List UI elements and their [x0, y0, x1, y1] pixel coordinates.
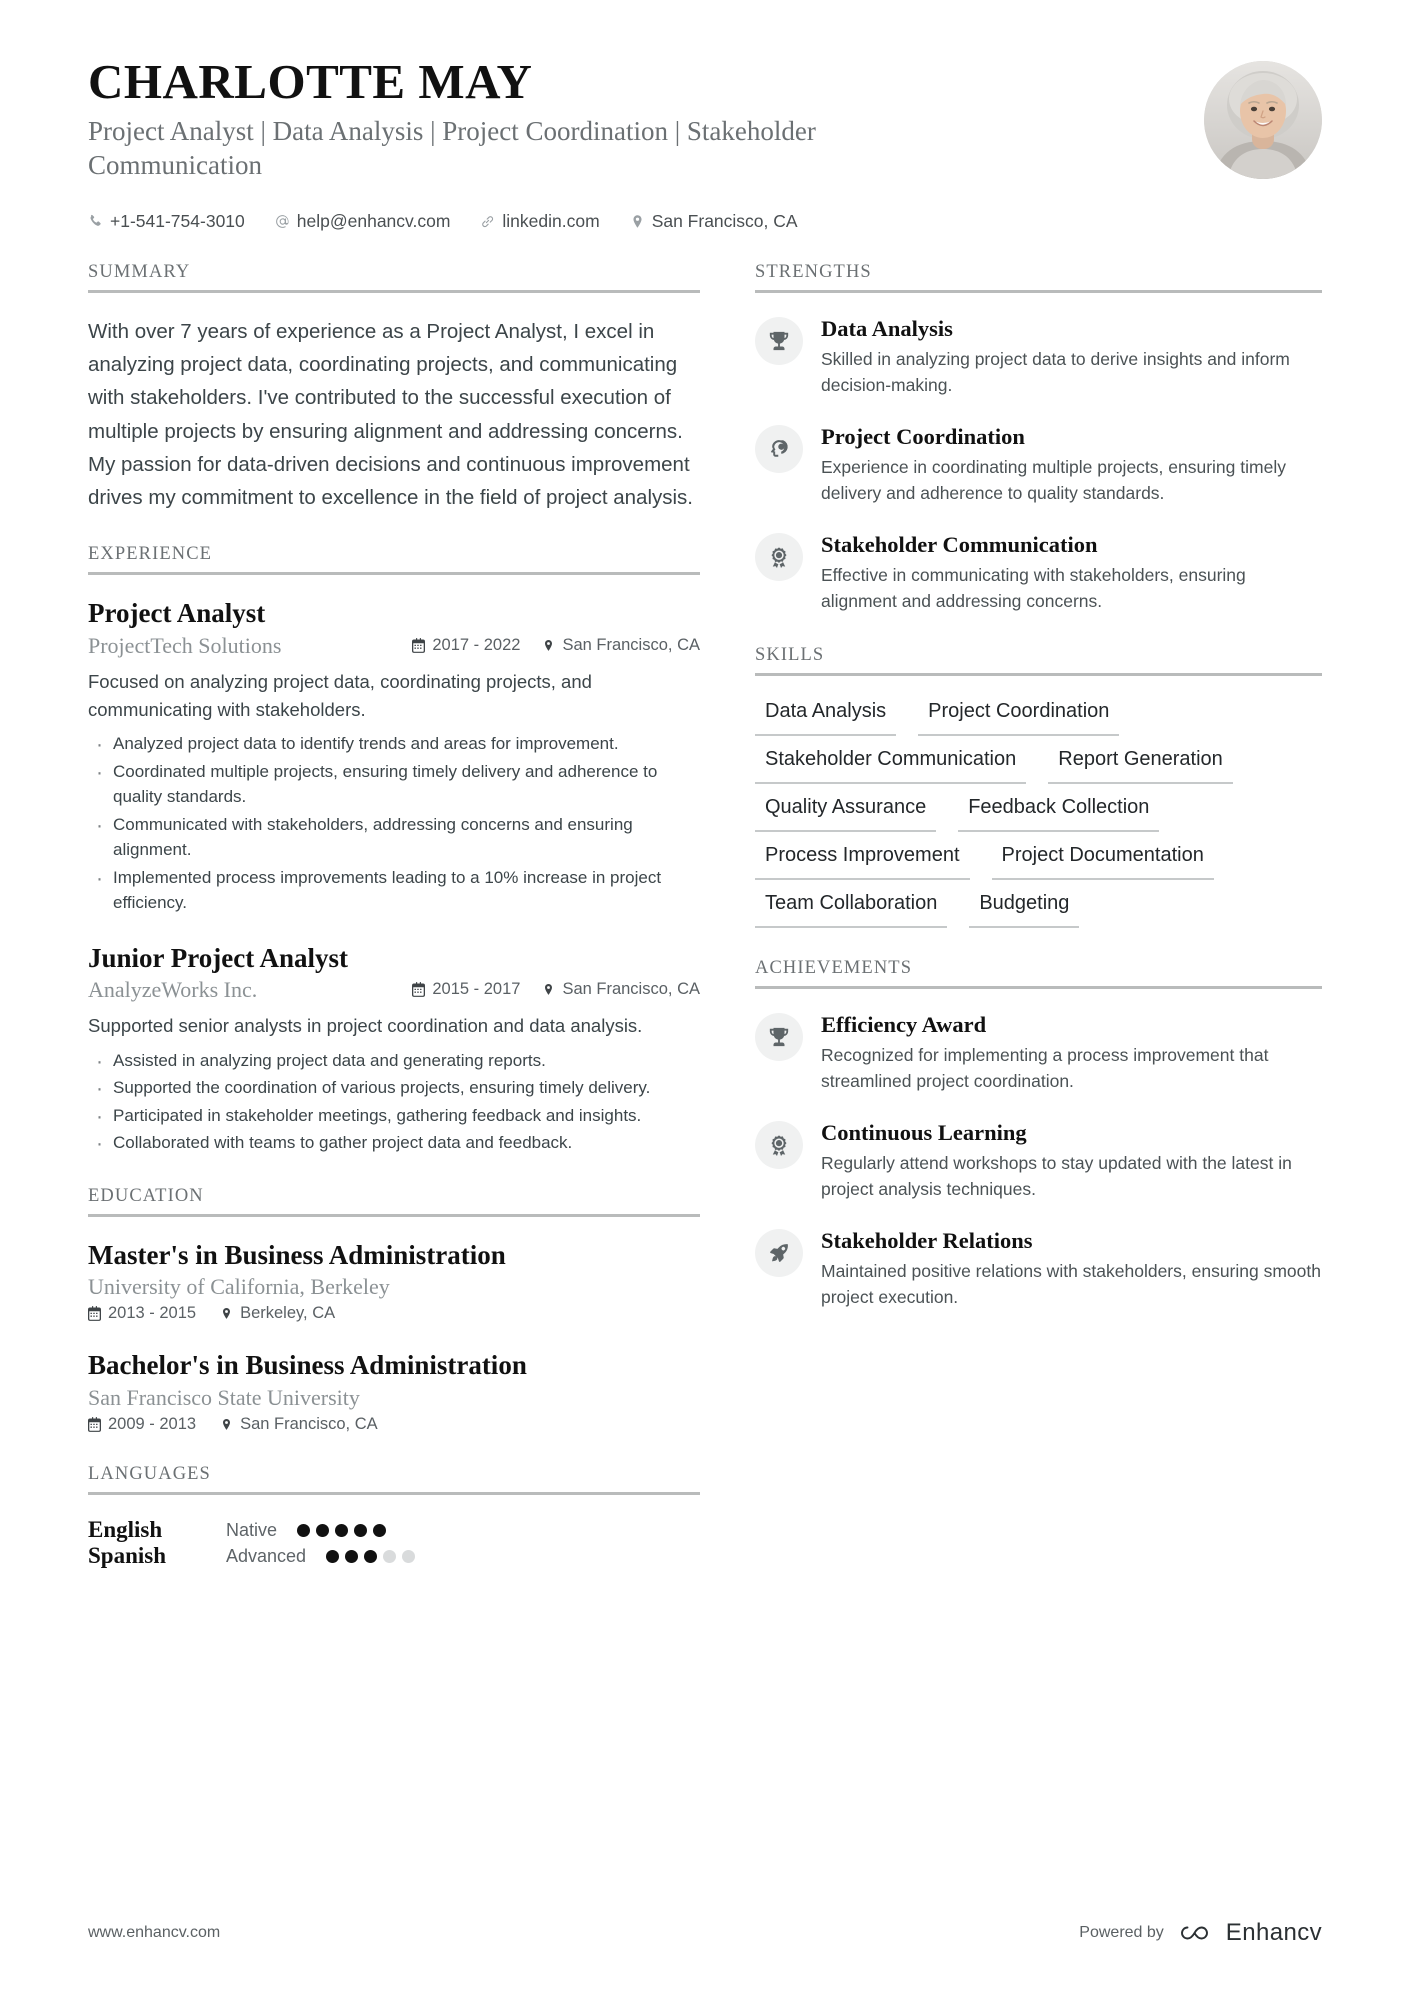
strength-description: Skilled in analyzing project data to derive insights and inform decision-making.	[821, 349, 1290, 395]
calendar-icon	[412, 982, 425, 997]
skill-tag: Feedback Collection	[958, 794, 1159, 832]
rating-dot	[383, 1550, 396, 1563]
education-location	[220, 1304, 335, 1323]
skills-list	[755, 698, 1322, 928]
language-name: English	[88, 1517, 163, 1543]
strength-item	[755, 423, 1322, 507]
resume-body	[88, 262, 1322, 1599]
job-location-text: San Francisco, CA	[562, 980, 700, 999]
degree-title: Master's in Business Administration	[88, 1239, 506, 1270]
location-pin-icon	[542, 638, 555, 653]
achievement-item	[755, 1119, 1322, 1203]
trophy-icon	[755, 1013, 803, 1061]
job-location-text: San Francisco, CA	[562, 635, 700, 654]
job-location	[542, 636, 700, 655]
section-experience	[88, 544, 700, 1155]
powered-by-label: Powered by	[1079, 1924, 1164, 1941]
education-dates	[88, 1415, 196, 1434]
achievement-item	[755, 1227, 1322, 1311]
strength-description: Experience in coordinating multiple projects, ensuring timely delivery and adherence to quality standards.	[821, 457, 1286, 503]
job-location	[542, 980, 700, 999]
brand	[1177, 1919, 1322, 1947]
job-title: Project Analyst	[88, 598, 266, 629]
job-summary: Supported senior analysts in project coordination and data analysis.	[88, 1015, 643, 1037]
head-idea-icon	[755, 425, 803, 473]
calendar-icon	[88, 1417, 101, 1432]
section-summary	[88, 262, 700, 514]
education-dates	[88, 1304, 196, 1323]
summary-text: With over 7 years of experience as a Project Analyst, I excel in analyzing project data, coordinating projects, and communicating with stakeholders. I've contributed to the successful execution of multiple projects by ensuring alignment and addressing concerns. My passion for data-driven decisions and continuous improvement drives my commitment to excellence in the field of project analysis.	[88, 319, 694, 509]
footer-website[interactable]: www.enhancv.com	[88, 1924, 221, 1941]
rating-dot	[335, 1524, 348, 1537]
achievement-title: Continuous Learning	[821, 1119, 1027, 1145]
education-meta	[88, 1304, 700, 1323]
job-bullet: · Supported the coordination of various projects, ensuring timely delivery.	[88, 1075, 700, 1101]
job-dates-text: 2015 - 2017	[432, 980, 521, 999]
education-location-text: San Francisco, CA	[240, 1415, 378, 1434]
section-heading-skills: SKILLS	[755, 645, 1322, 676]
contact-email[interactable]	[275, 211, 451, 232]
location-pin-icon	[542, 982, 555, 997]
achievement-description: Regularly attend workshops to stay updated with the latest in project analysis techniques.	[821, 1152, 1292, 1199]
section-achievements	[755, 958, 1322, 1311]
education-dates-text: 2013 - 2015	[108, 1304, 197, 1323]
education-meta	[88, 1415, 700, 1434]
job-dates	[412, 636, 520, 655]
language-level: Advanced	[226, 1545, 307, 1566]
page-title: CHARLOTTE MAY	[88, 54, 533, 109]
education-dates-text: 2009 - 2013	[108, 1415, 197, 1434]
rocket-icon	[755, 1229, 803, 1277]
section-heading-education: EDUCATION	[88, 1186, 700, 1217]
languages-list	[88, 1517, 700, 1569]
strength-title: Data Analysis	[821, 315, 953, 341]
phone-icon	[88, 213, 103, 230]
skill-tag: Team Collaboration	[755, 890, 947, 928]
location-pin-icon	[630, 213, 645, 230]
right-column	[755, 262, 1322, 1340]
experience-entry	[88, 597, 700, 915]
contact-location-text: San Francisco, CA	[651, 210, 798, 231]
achievement-description: Recognized for implementing a process improvement that streamlined project coordination.	[821, 1044, 1269, 1091]
achievement-title: Stakeholder Relations	[821, 1227, 1033, 1253]
contact-link-text: linkedin.com	[502, 210, 600, 231]
achievement-description: Maintained positive relations with stakeholders, ensuring smooth project execution.	[821, 1260, 1321, 1307]
skill-tag: Stakeholder Communication	[755, 746, 1026, 784]
education-entry	[88, 1349, 700, 1434]
job-bullet: · Communicated with stakeholders, addressing concerns and ensuring alignment.	[88, 812, 700, 863]
contact-link[interactable]	[480, 211, 599, 232]
job-bullets	[88, 1048, 700, 1156]
trophy-icon	[755, 317, 803, 365]
language-rating	[297, 1524, 386, 1537]
section-heading-strengths: STRENGTHS	[755, 262, 1322, 293]
job-bullet: · Analyzed project data to identify trends and areas for improvement.	[88, 731, 700, 757]
award-ribbon-icon	[755, 1121, 803, 1169]
school-name: University of California, Berkeley	[88, 1274, 390, 1300]
job-bullet: · Collaborated with teams to gather project data and feedback.	[88, 1130, 700, 1156]
job-bullet: · Coordinated multiple projects, ensuring timely delivery and adherence to quality standards.	[88, 759, 700, 810]
job-meta	[88, 633, 700, 659]
section-languages	[88, 1464, 700, 1569]
skill-tag: Quality Assurance	[755, 794, 936, 832]
powered-by	[1079, 1919, 1322, 1947]
rating-dot	[316, 1524, 329, 1537]
left-column	[88, 262, 700, 1599]
rating-dot	[345, 1550, 358, 1563]
section-heading-summary: SUMMARY	[88, 262, 700, 293]
section-education	[88, 1186, 700, 1435]
job-meta	[88, 977, 700, 1003]
resume-header	[88, 55, 1322, 232]
section-skills	[755, 645, 1322, 928]
achievement-title: Efficiency Award	[821, 1011, 987, 1037]
strength-item	[755, 315, 1322, 399]
degree-title: Bachelor's in Business Administration	[88, 1350, 527, 1381]
company-name: AnalyzeWorks Inc.	[88, 977, 258, 1003]
section-strengths	[755, 262, 1322, 615]
strength-item	[755, 531, 1322, 615]
education-entry	[88, 1239, 700, 1324]
calendar-icon	[88, 1306, 101, 1321]
contact-location	[630, 211, 798, 232]
rating-dot	[373, 1524, 386, 1537]
contact-info	[88, 211, 1322, 232]
location-pin-icon	[220, 1417, 233, 1432]
job-title: Junior Project Analyst	[88, 942, 348, 973]
language-name: Spanish	[88, 1543, 167, 1569]
school-name: San Francisco State University	[88, 1385, 360, 1411]
language-item	[88, 1517, 386, 1543]
strength-description: Effective in communicating with stakeholders, ensuring alignment and addressing concerns.	[821, 564, 1246, 611]
skill-tag: Budgeting	[969, 890, 1079, 928]
language-item	[88, 1543, 415, 1569]
award-ribbon-icon	[755, 533, 803, 581]
job-dates	[412, 980, 520, 999]
language-rating	[326, 1550, 415, 1563]
link-icon	[480, 213, 495, 230]
rating-dot	[297, 1524, 310, 1537]
avatar	[1204, 61, 1322, 179]
education-location	[220, 1415, 378, 1434]
rating-dot	[354, 1524, 367, 1537]
section-heading-experience: EXPERIENCE	[88, 544, 700, 575]
contact-phone-text: +1-541-754-3010	[110, 210, 245, 231]
job-bullet: · Participated in stakeholder meetings, gathering feedback and insights.	[88, 1103, 700, 1129]
job-bullets	[88, 731, 700, 916]
company-name: ProjectTech Solutions	[88, 632, 282, 658]
skill-tag: Report Generation	[1048, 746, 1233, 784]
section-heading-achievements: ACHIEVEMENTS	[755, 958, 1322, 989]
skill-tag: Data Analysis	[755, 698, 896, 736]
page-footer	[88, 1919, 1322, 1947]
job-bullet: · Assisted in analyzing project data and generating reports.	[88, 1048, 700, 1074]
location-pin-icon	[220, 1306, 233, 1321]
skill-tag: Process Improvement	[755, 842, 970, 880]
calendar-icon	[412, 638, 425, 653]
email-icon	[275, 213, 290, 230]
achievement-item	[755, 1011, 1322, 1095]
contact-email-text: help@enhancv.com	[296, 210, 451, 231]
education-location-text: Berkeley, CA	[240, 1304, 336, 1323]
job-bullet: · Implemented process improvements leading to a 10% increase in project efficiency.	[88, 865, 700, 916]
experience-entry	[88, 942, 700, 1156]
rating-dot	[364, 1550, 377, 1563]
rating-dot	[326, 1550, 339, 1563]
strength-title: Stakeholder Communication	[821, 531, 1098, 557]
strength-title: Project Coordination	[821, 423, 1025, 449]
skill-tag: Project Coordination	[918, 698, 1119, 736]
contact-phone[interactable]	[88, 211, 245, 232]
professional-headline: Project Analyst | Data Analysis | Project Coordination | Stakeholder Communication	[88, 115, 816, 181]
skill-tag: Project Documentation	[992, 842, 1214, 880]
section-heading-languages: LANGUAGES	[88, 1464, 700, 1495]
job-summary: Focused on analyzing project data, coordinating projects, and communicating with stakeholders.	[88, 670, 592, 721]
rating-dot	[402, 1550, 415, 1563]
enhancv-logo-icon	[1177, 1921, 1217, 1945]
job-dates-text: 2017 - 2022	[432, 635, 521, 654]
brand-name: Enhancv	[1225, 1919, 1322, 1946]
language-level: Native	[226, 1519, 278, 1540]
